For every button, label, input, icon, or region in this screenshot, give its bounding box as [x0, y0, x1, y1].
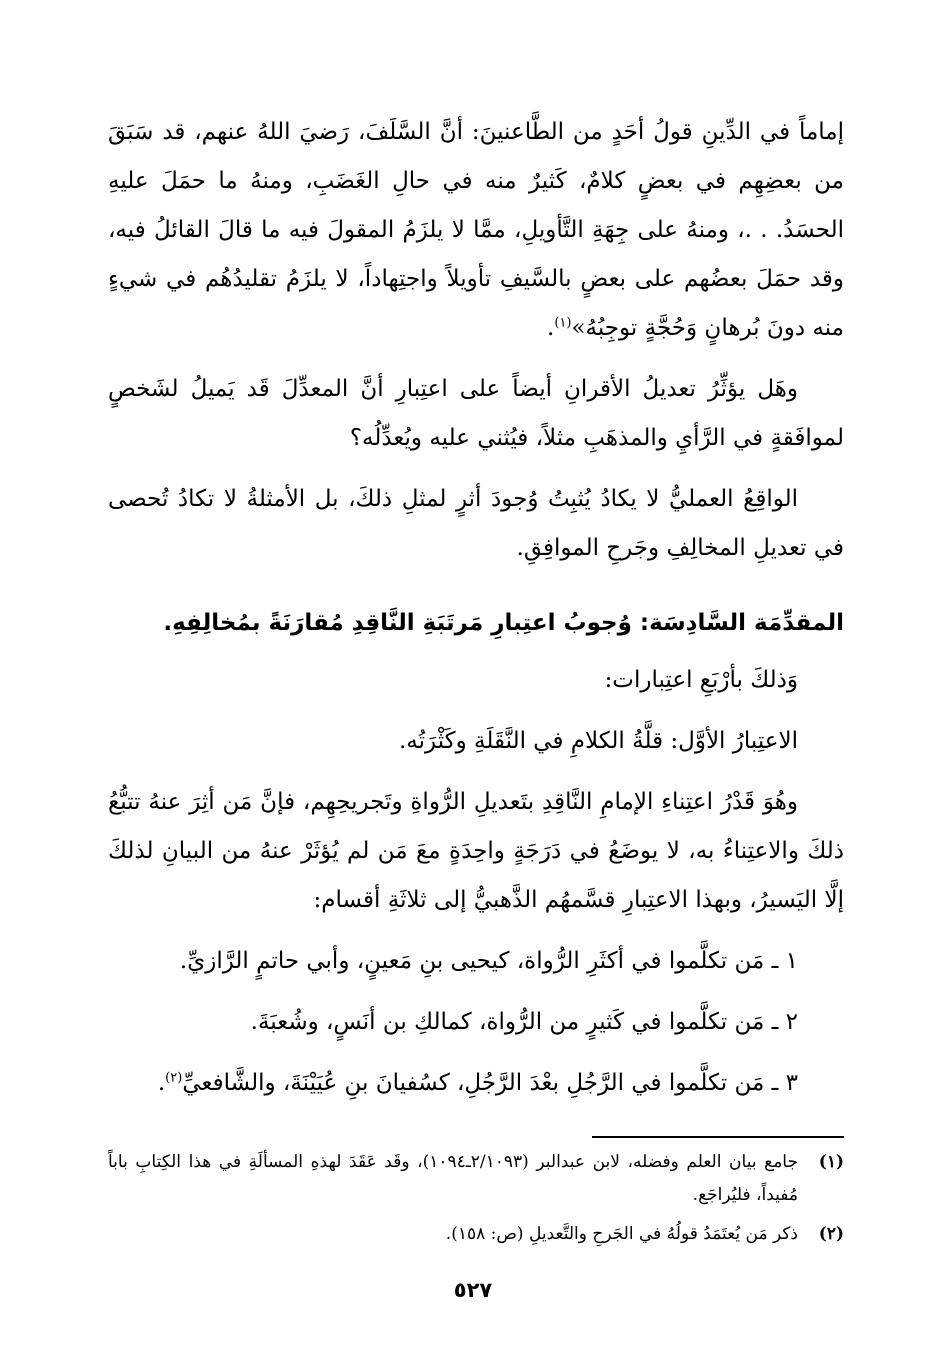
footnote-ref-1: (١)	[554, 315, 572, 331]
answer-paragraph: الواقِعُ العمليُّ لا يكادُ يُثبِتُ وُجودَ أثرٍ لمثلِ ذلكَ، بل الأمثلةُ لا تكادُ تُحصى في تعديلِ المخالِفِ وجَرحِ الموافِقِ.	[108, 486, 844, 561]
section-heading: المقدِّمَة السَّادِسَة: وُجوبُ اعتِبارِ مَرتَبَةِ النَّاقِدِ مُقارَنَةً بمُخالِفِهِ.	[163, 610, 844, 636]
explanation-paragraph: وهُوَ قَدْرُ اعتِناءِ الإمامِ النَّاقِدِ بتَعديلِ الرُّواةِ وتَجريحِهِم، فإنَّ مَن أثِرَ عنهُ تتبُّعُ ذلكَ والاعتِناءُ به، لا يوضَعُ في دَرَجَةٍ واحِدَةٍ معَ مَن لم يُؤثَرْ عنهُ من البيانِ لذلكَ إلَّا اليَسيرُ، وبهذا الاعتِبارِ قسَّمهُم الذَّهبيُّ إلى ثلاثَةِ أقسام:	[108, 789, 844, 913]
list-item-1: ١ ـ مَن تكلَّموا في أكثَرِ الرُّواة، كيحيى بنِ مَعينٍ، وأبي حاتمٍ الرَّازيِّ.	[179, 948, 798, 974]
section-intro: وَذلكَ بأرْبَعِ اعتِبارات:	[604, 667, 798, 693]
footnote-1	[108, 1146, 844, 1212]
footnote-text: ذكر مَن يُعتَمَدُ قولُهُ في الجَرحِ والتَّعديلِ (ص: ١٥٨).	[445, 1224, 798, 1244]
footnote-2	[108, 1218, 844, 1251]
footnote-number: (١)	[818, 1152, 844, 1172]
list-item-3	[108, 1059, 844, 1108]
footnote-ref-2: (٢)	[165, 1070, 183, 1086]
footnotes	[108, 1146, 844, 1257]
main-text	[108, 108, 844, 1120]
footnote-number: (٢)	[818, 1224, 844, 1244]
list-item-3-end: .	[157, 1070, 166, 1096]
footnote-text: جامع بيان العلم وفضله، لابن عبدالبر (٢/١٠٩٣ـ١٠٩٤)، وقَد عَقَدَ لهذهِ المسألَةِ في هذا الكِتابِ باباً مُفيداً، فليُراجَع.	[108, 1152, 798, 1205]
question-paragraph: وهَل يؤثِّرُ تعديلُ الأقرانِ أيضاً على اعتِبارِ أنَّ المعدِّلَ قَد يَميلُ لشَخصٍ لموافَقةٍ في الرَّأيِ والمذهَبِ مثلاً، فيُثني عليه ويُعدِّلُه؟	[108, 376, 844, 451]
list-item-2: ٢ ـ مَن تكلَّموا في كَثيرٍ من الرُّواة، كمالكِ بن أنَسٍ، وشُعبَةَ.	[250, 1009, 798, 1035]
page-number: ٥٢٧	[453, 1278, 493, 1302]
quote-text: إماماً في الدِّينِ قولُ أحَدٍ من الطَّاعنينَ: أنَّ السَّلَفَ، رَضيَ اللهُ عنهم، قد سَبَقَ من بعضِهِم في بعضٍ كلامٌ، كَثيرٌ منه في حالِ الغَضَبِ، ومنهُ ما حمَلَ عليهِ الحسَدُ. . .، ومنهُ على جِهَةِ التَّأويلِ، ممَّا لا يلزَمُ المقولَ فيه ما قالَ القائلُ فيه، وقد حمَلَ بعضُهم على بعضٍ بالسَّيفِ تأويلاً واجتِهاداً، لا يلزَمُ تقليدُهُم في شيءٍ منه دونَ بُرهانٍ وَحُجَّةٍ توجِبُهُ»	[108, 119, 844, 341]
first-consideration: الاعتِبارُ الأوَّل: قلَّةُ الكلامِ في النَّقَلَةِ وكَثْرَتُه.	[399, 728, 798, 754]
quote-end: .	[547, 315, 555, 341]
list-item-3-text: ٣ ـ مَن تكلَّموا في الرَّجُلِ بعْدَ الرَّجُلِ، كسُفيانَ بنِ عُيَيْنَةَ، والشَّافعيِّ	[182, 1070, 798, 1096]
quote-paragraph	[108, 108, 844, 353]
footnote-separator	[592, 1136, 844, 1138]
